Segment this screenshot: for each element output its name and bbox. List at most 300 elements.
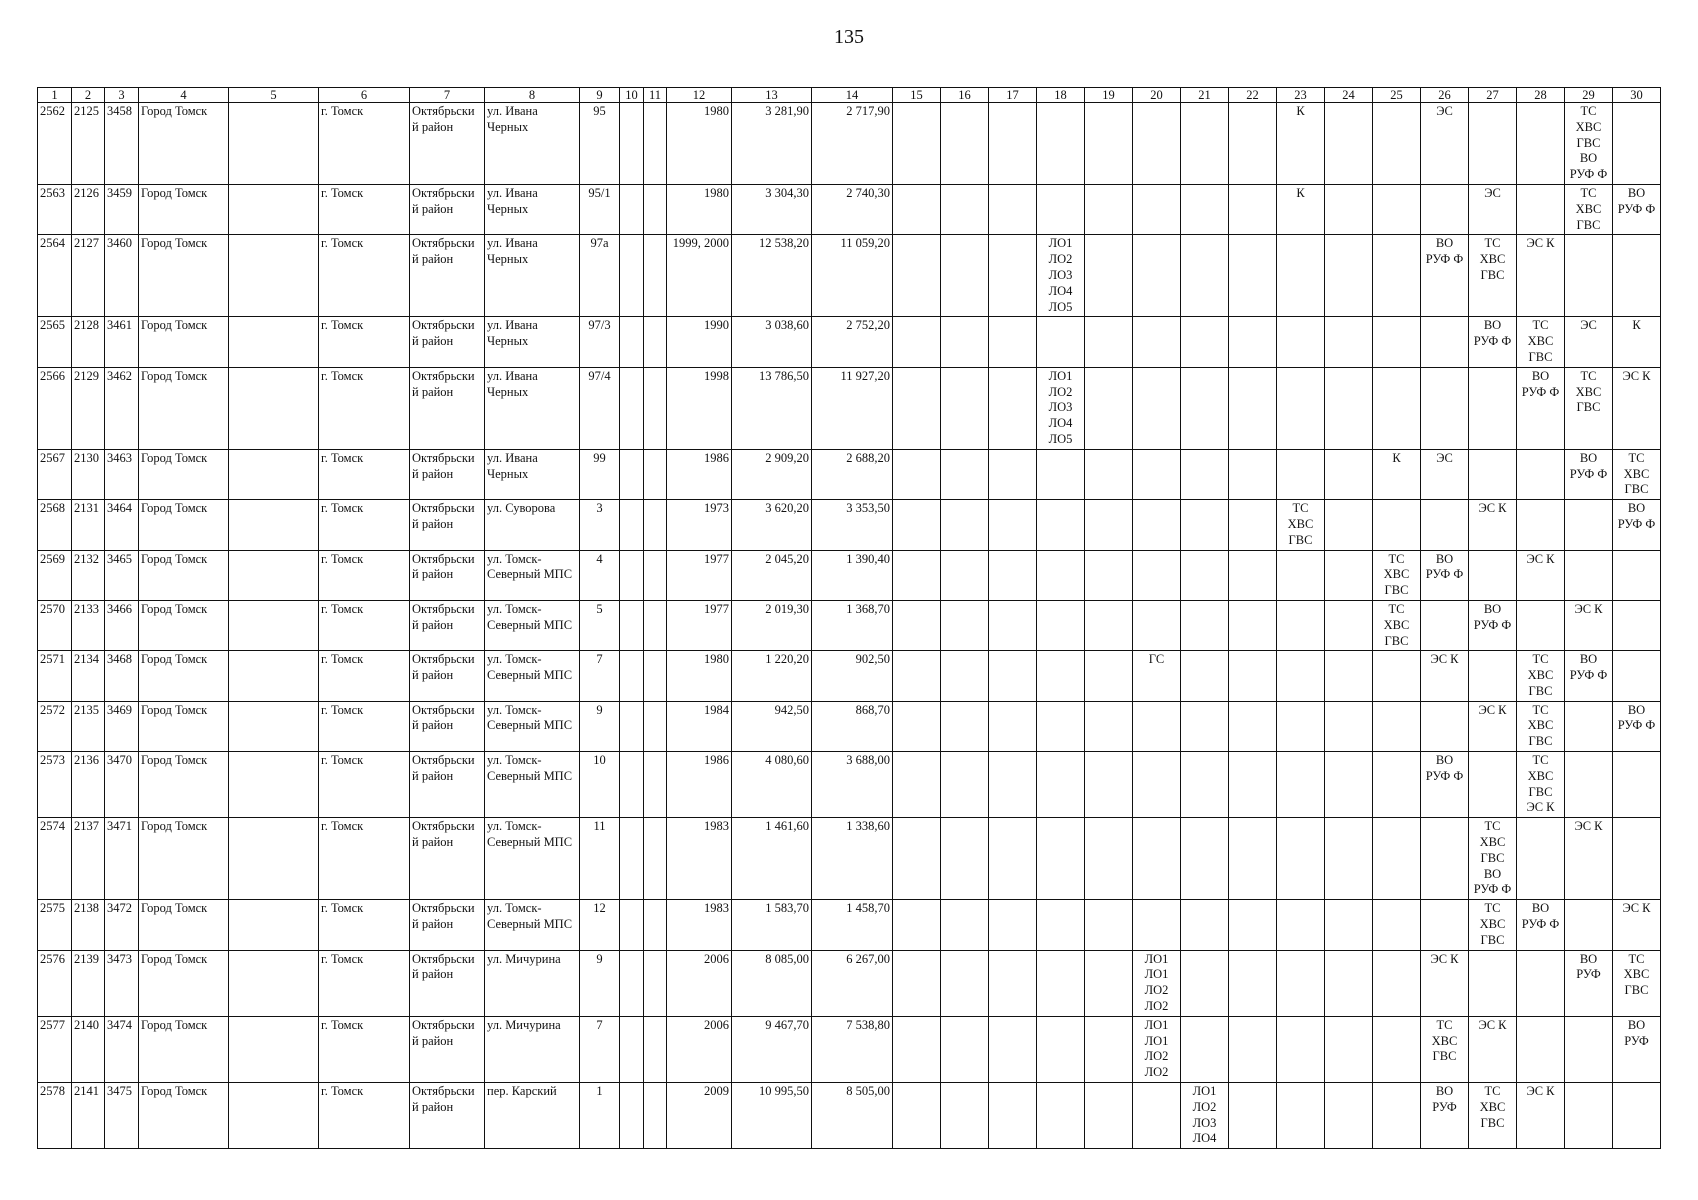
cell-col-21 xyxy=(1181,235,1229,317)
cell-col-1: 2574 xyxy=(38,818,72,900)
cell-col-22 xyxy=(1229,500,1277,550)
cell-col-28: ЭС К xyxy=(1517,550,1565,600)
cell-col-21 xyxy=(1181,950,1229,1016)
column-header-25: 25 xyxy=(1373,88,1421,103)
cell-col-15 xyxy=(893,449,941,499)
cell-col-24 xyxy=(1325,600,1373,650)
cell-col-24 xyxy=(1325,950,1373,1016)
cell-col-13: 13 786,50 xyxy=(732,367,812,449)
column-header-22: 22 xyxy=(1229,88,1277,103)
cell-col-14: 8 505,00 xyxy=(812,1083,893,1149)
cell-col-19 xyxy=(1085,900,1133,950)
cell-col-21 xyxy=(1181,818,1229,900)
cell-col-24 xyxy=(1325,701,1373,751)
cell-col-6: г. Томск xyxy=(319,900,410,950)
cell-col-3: 3473 xyxy=(105,950,139,1016)
cell-col-23 xyxy=(1277,449,1325,499)
cell-col-9: 9 xyxy=(580,701,620,751)
cell-col-1: 2578 xyxy=(38,1083,72,1149)
cell-col-22 xyxy=(1229,367,1277,449)
cell-col-9: 95/1 xyxy=(580,184,620,234)
cell-col-10 xyxy=(620,103,644,185)
cell-col-25: К xyxy=(1373,449,1421,499)
cell-col-28 xyxy=(1517,103,1565,185)
cell-col-11 xyxy=(644,103,667,185)
cell-col-19 xyxy=(1085,235,1133,317)
cell-col-25 xyxy=(1373,500,1421,550)
column-header-10: 10 xyxy=(620,88,644,103)
cell-col-15 xyxy=(893,752,941,818)
cell-col-16 xyxy=(941,752,989,818)
cell-col-16 xyxy=(941,367,989,449)
table-row xyxy=(38,449,1661,499)
cell-col-26: ЭС xyxy=(1421,449,1469,499)
cell-col-28: ВО РУФ Ф xyxy=(1517,900,1565,950)
table-body xyxy=(38,103,1661,1149)
cell-col-24 xyxy=(1325,184,1373,234)
cell-col-14: 11 059,20 xyxy=(812,235,893,317)
cell-col-12: 2009 xyxy=(667,1083,732,1149)
cell-col-14: 3 688,00 xyxy=(812,752,893,818)
cell-col-6: г. Томск xyxy=(319,317,410,367)
cell-col-17 xyxy=(989,1016,1037,1082)
cell-col-30 xyxy=(1613,818,1661,900)
cell-col-18 xyxy=(1037,500,1085,550)
cell-col-24 xyxy=(1325,900,1373,950)
cell-col-25 xyxy=(1373,367,1421,449)
cell-col-23 xyxy=(1277,1083,1325,1149)
cell-col-16 xyxy=(941,449,989,499)
cell-col-24 xyxy=(1325,818,1373,900)
cell-col-30: ВО РУФ Ф xyxy=(1613,184,1661,234)
cell-col-6: г. Томск xyxy=(319,818,410,900)
table-row xyxy=(38,1016,1661,1082)
cell-col-1: 2575 xyxy=(38,900,72,950)
cell-col-2: 2134 xyxy=(72,651,105,701)
cell-col-1: 2572 xyxy=(38,701,72,751)
cell-col-22 xyxy=(1229,184,1277,234)
cell-col-29: ВО РУФ xyxy=(1565,950,1613,1016)
cell-col-29: ВО РУФ Ф xyxy=(1565,651,1613,701)
cell-col-26 xyxy=(1421,900,1469,950)
cell-col-29: ТС ХВС ГВС xyxy=(1565,184,1613,234)
cell-col-24 xyxy=(1325,235,1373,317)
cell-col-13: 1 220,20 xyxy=(732,651,812,701)
cell-col-22 xyxy=(1229,235,1277,317)
cell-col-12: 1986 xyxy=(667,449,732,499)
cell-col-12: 1980 xyxy=(667,651,732,701)
cell-col-28 xyxy=(1517,818,1565,900)
cell-col-25 xyxy=(1373,701,1421,751)
cell-col-18 xyxy=(1037,550,1085,600)
cell-col-8: ул. Томск- Северный МПС xyxy=(485,701,580,751)
cell-col-26 xyxy=(1421,600,1469,650)
cell-col-23 xyxy=(1277,701,1325,751)
cell-col-29: ВО РУФ Ф xyxy=(1565,449,1613,499)
cell-col-13: 2 045,20 xyxy=(732,550,812,600)
cell-col-9: 4 xyxy=(580,550,620,600)
cell-col-8: ул. Ивана Черных xyxy=(485,184,580,234)
cell-col-8: ул. Мичурина xyxy=(485,1016,580,1082)
cell-col-27 xyxy=(1469,103,1517,185)
cell-col-2: 2127 xyxy=(72,235,105,317)
cell-col-28: ВО РУФ Ф xyxy=(1517,367,1565,449)
cell-col-2: 2140 xyxy=(72,1016,105,1082)
cell-col-28: ЭС К xyxy=(1517,1083,1565,1149)
cell-col-3: 3469 xyxy=(105,701,139,751)
column-header-19: 19 xyxy=(1085,88,1133,103)
cell-col-9: 10 xyxy=(580,752,620,818)
cell-col-7: Октябрьски й район xyxy=(410,600,485,650)
cell-col-10 xyxy=(620,950,644,1016)
cell-col-8: ул. Суворова xyxy=(485,500,580,550)
cell-col-20 xyxy=(1133,701,1181,751)
column-header-1: 1 xyxy=(38,88,72,103)
cell-col-4: Город Томск xyxy=(139,950,229,1016)
table-row xyxy=(38,184,1661,234)
cell-col-15 xyxy=(893,235,941,317)
cell-col-25: ТС ХВС ГВС xyxy=(1373,600,1421,650)
cell-col-2: 2136 xyxy=(72,752,105,818)
cell-col-30 xyxy=(1613,752,1661,818)
cell-col-22 xyxy=(1229,1016,1277,1082)
cell-col-11 xyxy=(644,1016,667,1082)
page-number: 135 xyxy=(834,26,864,48)
cell-col-21 xyxy=(1181,449,1229,499)
cell-col-11 xyxy=(644,367,667,449)
cell-col-18: ЛО1 ЛО2 ЛО3 ЛО4 ЛО5 xyxy=(1037,235,1085,317)
cell-col-8: ул. Мичурина xyxy=(485,950,580,1016)
cell-col-17 xyxy=(989,1083,1037,1149)
cell-col-12: 1977 xyxy=(667,550,732,600)
cell-col-8: ул. Томск- Северный МПС xyxy=(485,900,580,950)
cell-col-3: 3460 xyxy=(105,235,139,317)
cell-col-4: Город Томск xyxy=(139,449,229,499)
cell-col-5 xyxy=(229,184,319,234)
cell-col-28: ТС ХВС ГВС ЭС К xyxy=(1517,752,1565,818)
cell-col-14: 1 338,60 xyxy=(812,818,893,900)
cell-col-18 xyxy=(1037,103,1085,185)
cell-col-4: Город Томск xyxy=(139,600,229,650)
column-header-16: 16 xyxy=(941,88,989,103)
cell-col-13: 3 304,30 xyxy=(732,184,812,234)
cell-col-29 xyxy=(1565,235,1613,317)
cell-col-26: ТС ХВС ГВС xyxy=(1421,1016,1469,1082)
cell-col-21 xyxy=(1181,900,1229,950)
cell-col-7: Октябрьски й район xyxy=(410,235,485,317)
cell-col-19 xyxy=(1085,367,1133,449)
cell-col-15 xyxy=(893,1016,941,1082)
cell-col-8: ул. Ивана Черных xyxy=(485,367,580,449)
cell-col-8: ул. Ивана Черных xyxy=(485,317,580,367)
cell-col-9: 12 xyxy=(580,900,620,950)
cell-col-3: 3462 xyxy=(105,367,139,449)
cell-col-7: Октябрьски й район xyxy=(410,500,485,550)
cell-col-6: г. Томск xyxy=(319,449,410,499)
cell-col-24 xyxy=(1325,103,1373,185)
cell-col-26: ВО РУФ Ф xyxy=(1421,235,1469,317)
column-header-29: 29 xyxy=(1565,88,1613,103)
cell-col-11 xyxy=(644,651,667,701)
cell-col-19 xyxy=(1085,500,1133,550)
cell-col-18 xyxy=(1037,701,1085,751)
cell-col-18 xyxy=(1037,1083,1085,1149)
cell-col-21 xyxy=(1181,701,1229,751)
cell-col-11 xyxy=(644,184,667,234)
cell-col-6: г. Томск xyxy=(319,752,410,818)
cell-col-21 xyxy=(1181,651,1229,701)
column-header-12: 12 xyxy=(667,88,732,103)
cell-col-16 xyxy=(941,235,989,317)
cell-col-13: 1 461,60 xyxy=(732,818,812,900)
cell-col-22 xyxy=(1229,651,1277,701)
cell-col-26: ЭС К xyxy=(1421,950,1469,1016)
cell-col-24 xyxy=(1325,1083,1373,1149)
cell-col-13: 3 038,60 xyxy=(732,317,812,367)
cell-col-16 xyxy=(941,103,989,185)
header-row xyxy=(38,88,1661,103)
cell-col-28: ТС ХВС ГВС xyxy=(1517,651,1565,701)
table-row xyxy=(38,550,1661,600)
cell-col-4: Город Томск xyxy=(139,367,229,449)
cell-col-24 xyxy=(1325,500,1373,550)
cell-col-19 xyxy=(1085,449,1133,499)
table-row xyxy=(38,818,1661,900)
cell-col-16 xyxy=(941,600,989,650)
cell-col-28 xyxy=(1517,449,1565,499)
cell-col-23: ТС ХВС ГВС xyxy=(1277,500,1325,550)
cell-col-17 xyxy=(989,367,1037,449)
table-row xyxy=(38,600,1661,650)
cell-col-23 xyxy=(1277,900,1325,950)
cell-col-29 xyxy=(1565,701,1613,751)
cell-col-10 xyxy=(620,367,644,449)
cell-col-6: г. Томск xyxy=(319,651,410,701)
cell-col-18 xyxy=(1037,752,1085,818)
cell-col-11 xyxy=(644,600,667,650)
cell-col-29 xyxy=(1565,752,1613,818)
cell-col-30: ВО РУФ Ф xyxy=(1613,500,1661,550)
cell-col-23 xyxy=(1277,600,1325,650)
cell-col-8: ул. Томск- Северный МПС xyxy=(485,550,580,600)
cell-col-20 xyxy=(1133,818,1181,900)
cell-col-27 xyxy=(1469,367,1517,449)
cell-col-17 xyxy=(989,449,1037,499)
cell-col-29 xyxy=(1565,500,1613,550)
cell-col-14: 6 267,00 xyxy=(812,950,893,1016)
cell-col-20 xyxy=(1133,550,1181,600)
cell-col-19 xyxy=(1085,184,1133,234)
cell-col-11 xyxy=(644,550,667,600)
cell-col-2: 2135 xyxy=(72,701,105,751)
cell-col-21 xyxy=(1181,103,1229,185)
cell-col-15 xyxy=(893,500,941,550)
cell-col-27: ЭС К xyxy=(1469,1016,1517,1082)
cell-col-20 xyxy=(1133,449,1181,499)
cell-col-3: 3458 xyxy=(105,103,139,185)
cell-col-17 xyxy=(989,701,1037,751)
cell-col-21 xyxy=(1181,600,1229,650)
register-table xyxy=(37,87,1661,1149)
cell-col-30 xyxy=(1613,550,1661,600)
cell-col-10 xyxy=(620,184,644,234)
cell-col-27 xyxy=(1469,950,1517,1016)
cell-col-13: 3 620,20 xyxy=(732,500,812,550)
cell-col-1: 2570 xyxy=(38,600,72,650)
cell-col-2: 2131 xyxy=(72,500,105,550)
cell-col-15 xyxy=(893,1083,941,1149)
cell-col-16 xyxy=(941,1016,989,1082)
cell-col-11 xyxy=(644,900,667,950)
cell-col-22 xyxy=(1229,950,1277,1016)
column-header-21: 21 xyxy=(1181,88,1229,103)
cell-col-17 xyxy=(989,752,1037,818)
cell-col-19 xyxy=(1085,950,1133,1016)
cell-col-4: Город Томск xyxy=(139,550,229,600)
cell-col-17 xyxy=(989,818,1037,900)
cell-col-26 xyxy=(1421,500,1469,550)
cell-col-5 xyxy=(229,701,319,751)
cell-col-29: ЭС xyxy=(1565,317,1613,367)
cell-col-3: 3463 xyxy=(105,449,139,499)
cell-col-27: ВО РУФ Ф xyxy=(1469,600,1517,650)
cell-col-4: Город Томск xyxy=(139,651,229,701)
cell-col-29 xyxy=(1565,550,1613,600)
cell-col-3: 3459 xyxy=(105,184,139,234)
cell-col-15 xyxy=(893,651,941,701)
cell-col-1: 2568 xyxy=(38,500,72,550)
table-row xyxy=(38,950,1661,1016)
cell-col-25 xyxy=(1373,184,1421,234)
cell-col-3: 3465 xyxy=(105,550,139,600)
cell-col-27: ЭС К xyxy=(1469,500,1517,550)
cell-col-14: 868,70 xyxy=(812,701,893,751)
table-row xyxy=(38,317,1661,367)
column-header-8: 8 xyxy=(485,88,580,103)
cell-col-13: 942,50 xyxy=(732,701,812,751)
cell-col-16 xyxy=(941,550,989,600)
cell-col-1: 2577 xyxy=(38,1016,72,1082)
cell-col-28 xyxy=(1517,950,1565,1016)
cell-col-14: 1 368,70 xyxy=(812,600,893,650)
column-header-23: 23 xyxy=(1277,88,1325,103)
cell-col-23: К xyxy=(1277,103,1325,185)
cell-col-21 xyxy=(1181,367,1229,449)
cell-col-15 xyxy=(893,701,941,751)
cell-col-18 xyxy=(1037,950,1085,1016)
cell-col-9: 7 xyxy=(580,651,620,701)
column-header-5: 5 xyxy=(229,88,319,103)
cell-col-5 xyxy=(229,1016,319,1082)
cell-col-18 xyxy=(1037,600,1085,650)
cell-col-23 xyxy=(1277,950,1325,1016)
cell-col-19 xyxy=(1085,701,1133,751)
cell-col-5 xyxy=(229,449,319,499)
cell-col-1: 2569 xyxy=(38,550,72,600)
cell-col-5 xyxy=(229,651,319,701)
cell-col-2: 2129 xyxy=(72,367,105,449)
cell-col-25 xyxy=(1373,651,1421,701)
cell-col-9: 3 xyxy=(580,500,620,550)
cell-col-25 xyxy=(1373,818,1421,900)
cell-col-20: ГС xyxy=(1133,651,1181,701)
cell-col-16 xyxy=(941,500,989,550)
cell-col-23 xyxy=(1277,367,1325,449)
cell-col-13: 2 909,20 xyxy=(732,449,812,499)
cell-col-5 xyxy=(229,600,319,650)
cell-col-23 xyxy=(1277,235,1325,317)
column-header-20: 20 xyxy=(1133,88,1181,103)
cell-col-7: Октябрьски й район xyxy=(410,550,485,600)
cell-col-6: г. Томск xyxy=(319,1083,410,1149)
cell-col-7: Октябрьски й район xyxy=(410,701,485,751)
cell-col-5 xyxy=(229,367,319,449)
cell-col-27: ТС ХВС ГВС xyxy=(1469,900,1517,950)
cell-col-1: 2564 xyxy=(38,235,72,317)
cell-col-10 xyxy=(620,235,644,317)
cell-col-12: 1983 xyxy=(667,818,732,900)
cell-col-1: 2566 xyxy=(38,367,72,449)
cell-col-25: ТС ХВС ГВС xyxy=(1373,550,1421,600)
cell-col-6: г. Томск xyxy=(319,550,410,600)
cell-col-19 xyxy=(1085,752,1133,818)
cell-col-13: 2 019,30 xyxy=(732,600,812,650)
cell-col-12: 1998 xyxy=(667,367,732,449)
cell-col-5 xyxy=(229,900,319,950)
cell-col-12: 1984 xyxy=(667,701,732,751)
cell-col-12: 1983 xyxy=(667,900,732,950)
cell-col-10 xyxy=(620,449,644,499)
cell-col-2: 2133 xyxy=(72,600,105,650)
cell-col-22 xyxy=(1229,752,1277,818)
cell-col-2: 2126 xyxy=(72,184,105,234)
cell-col-21: ЛО1 ЛО2 ЛО3 ЛО4 xyxy=(1181,1083,1229,1149)
cell-col-13: 3 281,90 xyxy=(732,103,812,185)
cell-col-12: 1973 xyxy=(667,500,732,550)
cell-col-27: ТС ХВС ГВС xyxy=(1469,235,1517,317)
cell-col-2: 2139 xyxy=(72,950,105,1016)
cell-col-16 xyxy=(941,900,989,950)
cell-col-2: 2128 xyxy=(72,317,105,367)
cell-col-20 xyxy=(1133,900,1181,950)
cell-col-25 xyxy=(1373,103,1421,185)
cell-col-28 xyxy=(1517,184,1565,234)
cell-col-19 xyxy=(1085,651,1133,701)
cell-col-28 xyxy=(1517,1016,1565,1082)
cell-col-18 xyxy=(1037,317,1085,367)
column-header-11: 11 xyxy=(644,88,667,103)
cell-col-8: ул. Томск- Северный МПС xyxy=(485,818,580,900)
cell-col-17 xyxy=(989,500,1037,550)
cell-col-4: Город Томск xyxy=(139,103,229,185)
column-header-30: 30 xyxy=(1613,88,1661,103)
cell-col-8: пер. Карский xyxy=(485,1083,580,1149)
table-row xyxy=(38,701,1661,751)
cell-col-16 xyxy=(941,701,989,751)
cell-col-10 xyxy=(620,1083,644,1149)
table-row xyxy=(38,367,1661,449)
cell-col-11 xyxy=(644,449,667,499)
cell-col-28: ТС ХВС ГВС xyxy=(1517,701,1565,751)
cell-col-23 xyxy=(1277,1016,1325,1082)
cell-col-21 xyxy=(1181,1016,1229,1082)
cell-col-29: ТС ХВС ГВС xyxy=(1565,367,1613,449)
cell-col-17 xyxy=(989,950,1037,1016)
cell-col-15 xyxy=(893,184,941,234)
cell-col-8: ул. Томск- Северный МПС xyxy=(485,752,580,818)
cell-col-22 xyxy=(1229,701,1277,751)
cell-col-27 xyxy=(1469,651,1517,701)
